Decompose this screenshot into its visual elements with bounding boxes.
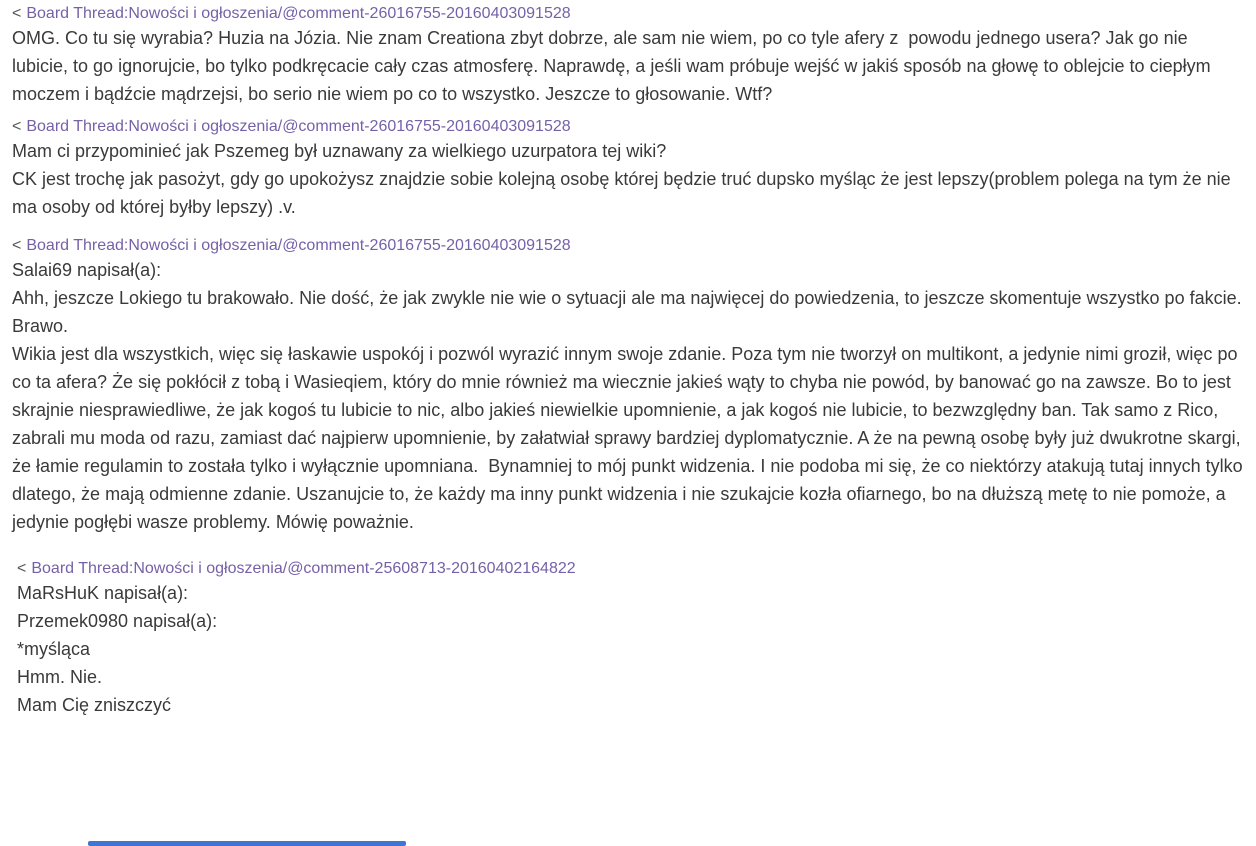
board-thread-link-1[interactable]: Board Thread:Nowości i ogłoszenia/@comment-26016755-20160403091528 [26,5,571,22]
quoted-reply-outer: Hmm. Nie. [17,667,102,687]
quote-author: Salai69 napisał(a): [12,260,162,280]
horizontal-scrollbar-thumb[interactable] [88,841,406,846]
nested-quote-section [12,558,1245,719]
quote-author-inner: Przemek0980 napisał(a): [17,611,218,631]
quoted-text-inner: *myśląca [17,639,91,659]
post-body-2-para-1: Mam ci przypominieć jak Pszemeg był uznawany za wielkiego uzurpatora tej wiki? [12,141,667,161]
post-body-1: OMG. Co tu się wyrabia? Huzia na Józia. Nie znam Creationa zbyt dobrze, ale sam nie wiem, po co tyle afery z powodu jednego usera? Jak go nie lubicie, to go ignorujcie, bo tylko podkręcacie cały czas atmosferę. Naprawdę, a jeśli wam próbuje wejść w jakiś sposób na głowę to oblejcie to ciepłym moczem i bądźcie mądrzejsi, bo serio nie wiem po co to wszystko. Jeszcze to głosowanie. Wtf? [12,28,1216,104]
post-body-2-para-2: CK jest trochę jak pasożyt, gdy go upokożysz znajdzie sobie kolejną osobę której będzie truć dupsko myśląc że jest lepszy(problem polega na tym że nie ma osoby od której byłby lepszy) .v. [12,169,1236,217]
post-body-4: Mam Cię zniszczyć [17,695,172,715]
post-body-3: Wikia jest dla wszystkich, więc się łaskawie uspokój i pozwól wyrazić innym swoje zdanie. Poza tym nie tworzył on multikont, a jedynie nimi groził, więc po co ta afera? Że się pokłócił z tobą i Wasieqiem, który do mnie również ma wiecznie jakieś wąty to chyba nie powód, by banować go na zawsze. Bo to jest skrajnie niesprawiedliwe, że jak kogoś tu lubicie to nic, albo jakieś niewielkie upomnienie, a jak kogoś nie lubicie, to bezwzględny ban. Tak samo z Rico, zabrali mu moda od razu, zamiast dać najpierw upomnienie, by załatwiał sprawy bardziej dyplomatycznie. A że na pewną osobę były już dwukrotne skargi, że łamie regulamin to została tylko i wyłącznie upomniana. Bynamniej to mój punkt widzenia. I nie podoba mi się, że co niektórzy atakują tutaj innych tylko dlatego, że mają odmienne zdanie. Uszanujcie to, że każdy ma inny punkt widzenia i nie szukajcie kozła ofiarnego, bo na dłuższą metę to nie pomoże, a jedynie pogłębi wasze problemy. Mówię poważnie. [12,344,1248,532]
back-chevron: < [12,237,22,254]
back-chevron: < [12,118,22,135]
quote-author-outer: MaRsHuK napisał(a): [17,583,189,603]
board-thread-link-4[interactable]: Board Thread:Nowości i ogłoszenia/@comment-25608713-20160402164822 [31,560,576,577]
back-chevron: < [17,560,27,577]
board-thread-link-3[interactable]: Board Thread:Nowości i ogłoszenia/@comment-26016755-20160403091528 [26,237,571,254]
thread-link-line [12,235,1245,256]
board-thread-link-2[interactable]: Board Thread:Nowości i ogłoszenia/@comment-26016755-20160403091528 [26,118,571,135]
thread-link-line [17,558,1245,579]
quoted-text: Ahh, jeszcze Lokiego tu brakowało. Nie dość, że jak zwykle nie wie o sytuacji ale ma najwięcej do powiedzenia, to jeszcze skomentuje wszystko po fakcie. Brawo. [12,288,1247,336]
back-chevron: < [12,5,22,22]
thread-link-line [12,116,1245,137]
thread-link-line [12,3,1245,24]
